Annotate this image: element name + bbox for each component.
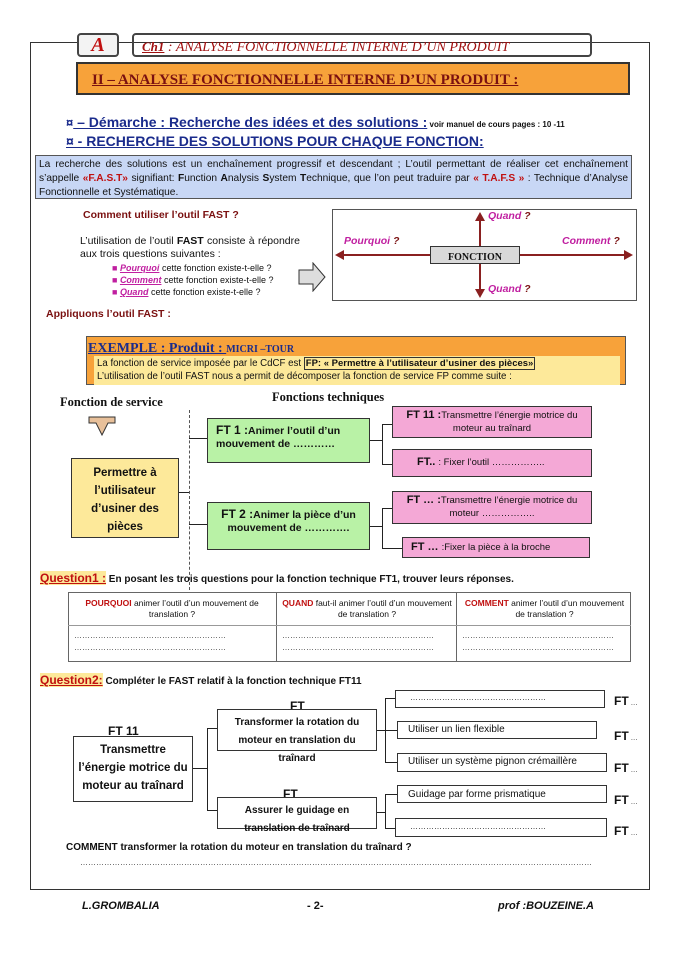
footer-right: prof :BOUZEINE.A xyxy=(498,900,594,912)
q1-header-text: faut-il animer l’outil d’un mouvement de translation ? xyxy=(313,598,452,619)
q1-kw: COMMENT xyxy=(464,598,509,608)
ft2-label: FT 2 : xyxy=(221,507,254,521)
example-title: EXEMPLE : Produit : xyxy=(88,341,227,356)
table-divider xyxy=(68,625,631,626)
connector xyxy=(382,548,402,549)
answer-dots: ………………………………………………… xyxy=(462,643,614,652)
ft21-text: Transmettre l’énergie motrice du moteur …………….. xyxy=(440,495,578,519)
leaf-dots: …………………………………………… xyxy=(410,822,546,831)
connector xyxy=(382,424,392,425)
howto-text-2: consiste à répondre aux trois questions suivantes : xyxy=(80,235,300,260)
chapter-letter-tab xyxy=(77,33,119,57)
answer-dots: ………………………………………………… xyxy=(282,631,434,640)
ft-right-label: FT xyxy=(614,824,629,838)
ft22-label: FT … xyxy=(411,541,442,553)
ft-right-label: FT xyxy=(614,729,629,743)
q1-header-text: animer l’outil d’un mouvement de translation ? xyxy=(508,598,625,619)
answer-dots: ………………………………………………… xyxy=(462,631,614,640)
q1-kw: POURQUOI xyxy=(85,598,132,608)
demarche-bullet: ¤ xyxy=(66,115,74,130)
chapter-label: Ch1 xyxy=(142,39,165,54)
q2-ft-r5 xyxy=(614,822,638,840)
howto-title: Comment utiliser l’outil FAST ? xyxy=(83,209,239,221)
ft1-box xyxy=(207,418,370,463)
connector xyxy=(382,508,392,509)
answer-dots: ………………………………………………… xyxy=(74,631,226,640)
q2-ft-b-label: FT xyxy=(283,787,298,801)
howto-paragraph xyxy=(80,235,300,261)
example-text-box xyxy=(94,356,620,385)
ft22-text: :Fixer la pièce à la broche xyxy=(441,542,551,553)
q2-ft-r3 xyxy=(614,759,638,777)
footer-page: - 2- xyxy=(307,900,324,912)
apply-title: Appliquons l’outil FAST : xyxy=(46,308,171,320)
ft1-text: Animer l’outil d’un mouvement de ………… xyxy=(216,425,341,450)
diagram-fonction-box xyxy=(430,246,520,264)
quand-top-label: Quand xyxy=(488,210,522,222)
comment-label: Comment xyxy=(562,235,611,247)
question1-label: Question1 : xyxy=(40,571,107,585)
intro-text-1: La recherche des solutions est un enchaînement progressif et descendant ; L’outil permettant de réaliser cet enchaînement s’appelle xyxy=(39,159,628,184)
intro-tafs: « T.A.F.S » xyxy=(473,173,525,184)
q2-ft-a-label: FT xyxy=(290,699,305,713)
q2-rot-box xyxy=(217,709,377,764)
intro-text-3: : Technique d’Analyse Fonctionnelle et Systématique. xyxy=(39,173,628,198)
howto-kw-quand: Quand xyxy=(119,287,149,297)
ft22-box xyxy=(402,537,590,558)
table-divider xyxy=(456,592,457,662)
ft12-label: FT.. xyxy=(417,456,439,468)
quand-bottom-label: Quand xyxy=(488,283,522,295)
ft21-box xyxy=(392,491,592,524)
howto-fast: FAST xyxy=(176,235,204,247)
answer-dots: ………………………………………………… xyxy=(282,643,434,652)
intro-echnique: echnique, que l’on peut traduire par xyxy=(306,173,474,184)
howto-kw-pourquoi: Pourquoi xyxy=(119,263,160,273)
ft12-text: : Fixer l’outil …………….. xyxy=(438,457,545,468)
connector xyxy=(385,828,395,829)
connector xyxy=(385,762,397,763)
leaf-dots: …………………………………………… xyxy=(410,693,546,702)
diagram-comment xyxy=(562,235,620,247)
connector xyxy=(207,728,217,729)
col-tech-heading: Fonctions techniques xyxy=(272,390,385,404)
ft21-label: FT … : xyxy=(406,494,441,506)
fonction-label: FONCTION xyxy=(448,252,502,263)
diagram-pourquoi xyxy=(344,235,399,247)
q1-header-comment xyxy=(462,598,627,620)
demarche-line xyxy=(66,114,565,132)
q1-header-quand xyxy=(282,598,452,620)
example-line1: La fonction de service imposée par le CdCF est xyxy=(97,358,304,369)
howto-kw-comment: Comment xyxy=(119,275,162,285)
q2-ft-r4 xyxy=(614,791,638,809)
intro-a: A xyxy=(220,173,228,184)
howto-list xyxy=(112,262,274,298)
howto-item: ■ Pourquoi cette fonction existe-t-elle ? xyxy=(112,263,272,273)
q1-header-pourquoi xyxy=(72,598,272,620)
q2-ft11-text: Transmettre l’énergie motrice du moteur au traînard xyxy=(78,744,188,792)
answer-dots: ………………………………………………… xyxy=(74,643,226,652)
leaf-text: Guidage par forme prismatique xyxy=(408,789,546,800)
qmark: ? xyxy=(610,235,620,247)
connector xyxy=(189,438,207,439)
intro-paragraph xyxy=(35,155,632,199)
ft-right-dots[interactable]: … xyxy=(628,735,638,742)
example-title-line xyxy=(88,339,294,357)
section-title: II – ANALYSE FONCTIONNELLE INTERNE D’UN PRODUIT : xyxy=(92,72,519,88)
question2-label: Question2: xyxy=(40,673,103,687)
ft-right-label: FT xyxy=(614,694,629,708)
ft12-box xyxy=(392,449,592,477)
ft-right-dots[interactable]: … xyxy=(628,700,638,707)
intro-f: F xyxy=(177,173,185,184)
question2-line xyxy=(40,671,362,689)
ft2-box xyxy=(207,502,370,550)
q1-answer-3[interactable] xyxy=(462,630,627,656)
ft1-label: FT 1 : xyxy=(216,423,248,437)
howto-item-text: cette fonction existe-t-elle ? xyxy=(148,287,261,297)
q2-guid-text: Assurer le guidage en translation de traînard xyxy=(244,805,350,834)
col-service-heading: Fonction de service xyxy=(60,395,163,409)
ft11-label: FT 11 : xyxy=(406,409,442,421)
connector xyxy=(377,730,385,731)
connector xyxy=(189,410,190,590)
connector xyxy=(385,698,395,699)
howto-item-text: cette fonction existe-t-elle ? xyxy=(159,263,272,273)
example-product: MICRI –TOUR xyxy=(226,344,295,355)
qmark: ? xyxy=(521,210,531,222)
howto-item-text: cette fonction existe-t-elle ? xyxy=(161,275,274,285)
footer-left: L.GROMBALIA xyxy=(82,900,160,912)
connector xyxy=(377,812,385,813)
chapter-letter: A xyxy=(91,34,105,56)
example-fp: FP: « Permettre à l’utilisateur d’usiner des pièces» xyxy=(305,358,534,369)
connector xyxy=(382,508,383,548)
q2-ft-r1 xyxy=(614,692,638,710)
demarche-note: voir manuel de cours pages : 10 -11 xyxy=(427,120,565,129)
intro-s: S xyxy=(262,173,270,184)
intro-unction: unction xyxy=(184,173,221,184)
question1-line xyxy=(40,569,514,587)
ft-right-dots[interactable]: … xyxy=(628,767,638,774)
intro-t: T xyxy=(299,173,307,184)
intro-text-2: signifiant: xyxy=(127,173,178,184)
ft11-box xyxy=(392,406,592,438)
ft-right-label: FT xyxy=(614,761,629,775)
ft-right-dots[interactable]: … xyxy=(628,799,638,806)
example-line2: L’utilisation de l’outil FAST nous a permit de décomposer la fonction de service FP comme suite : xyxy=(97,371,512,382)
ft-right-dots[interactable]: … xyxy=(628,830,638,837)
howto-text-1: L’utilisation de l’outil xyxy=(80,235,177,247)
q1-answer-2[interactable] xyxy=(282,630,452,656)
connector xyxy=(207,728,208,810)
connector xyxy=(370,440,382,441)
diagram-quand-bottom xyxy=(488,283,531,295)
howto-item: ■ Quand cette fonction existe-t-elle ? xyxy=(112,287,261,297)
connector xyxy=(382,464,392,465)
qmark: ? xyxy=(390,235,400,247)
connector xyxy=(179,492,189,493)
q2-leaf-5[interactable] xyxy=(395,818,607,837)
recherche-title: ¤ - RECHERCHE DES SOLUTIONS POUR CHAQUE FONCTION: xyxy=(66,133,484,149)
comment-question: COMMENT transformer la rotation du moteur en translation du traînard ? xyxy=(66,842,412,853)
qmark: ? xyxy=(521,283,531,295)
q1-answer-1[interactable] xyxy=(74,630,272,656)
q1-header-text: animer l’outil d’un mouvement de translation ? xyxy=(131,598,259,619)
intro-fast: «F.A.S.T» xyxy=(82,173,128,184)
q2-ft11-title: FT 11 xyxy=(108,724,139,738)
fs-box xyxy=(71,458,179,538)
leaf-text: Utiliser un lien flexible xyxy=(408,724,505,735)
ft-right-label: FT xyxy=(614,793,629,807)
connector xyxy=(370,526,382,527)
right-arrow-icon xyxy=(298,262,326,292)
comment-answer[interactable]: ………………………………………………………………………………………………………………………………………………………………………… xyxy=(80,858,592,867)
q2-leaf-2 xyxy=(397,721,597,739)
connector xyxy=(207,810,217,811)
connector xyxy=(382,424,383,464)
q1-kw: QUAND xyxy=(282,598,314,608)
down-arrow-icon xyxy=(88,416,116,436)
q2-leaf-4 xyxy=(397,785,607,803)
connector xyxy=(385,794,397,795)
diagram-quand-top xyxy=(488,210,531,222)
q2-ft-b-dots[interactable]: …… xyxy=(297,793,314,800)
leaf-text: Utiliser un système pignon crémaillère xyxy=(408,756,577,767)
q2-ft11-box xyxy=(73,736,193,802)
connector xyxy=(385,794,386,828)
connector xyxy=(193,768,207,769)
connector xyxy=(189,524,207,525)
section-title-box xyxy=(76,62,630,95)
pourquoi-label: Pourquoi xyxy=(344,235,391,247)
q2-ft-r2 xyxy=(614,727,638,745)
intro-nalysis: nalysis xyxy=(227,173,263,184)
ft2-text: Animer la pièce d’un mouvement de …………. xyxy=(227,509,356,534)
question1-text: En posant les trois questions pour la fonction technique FT1, trouver leurs réponses. xyxy=(106,574,514,585)
q2-rot-text: Transformer la rotation du moteur en translation du traînard xyxy=(234,717,360,764)
demarche-title: – Démarche : Recherche des idées et des solutions : xyxy=(73,114,428,130)
intro-ystem: ystem xyxy=(269,173,300,184)
ft11-text: Transmettre l’énergie motrice du moteur au traînard xyxy=(441,410,578,434)
q2-guid-box xyxy=(217,797,377,834)
q2-leaf-1[interactable] xyxy=(395,690,605,708)
chapter-title: : ANALYSE FONCTIONNELLE INTERNE D’UN PRODUIT xyxy=(164,40,510,55)
connector xyxy=(385,730,397,731)
q2-leaf-3 xyxy=(397,753,607,772)
table-divider xyxy=(276,592,277,662)
fs-text: Permettre à l’utilisateur d’usiner des pièces xyxy=(91,467,159,533)
howto-item: ■ Comment cette fonction existe-t-elle ? xyxy=(112,275,274,285)
question2-text: Compléter le FAST relatif à la fonction technique FT11 xyxy=(102,676,362,687)
chapter-title-tab xyxy=(132,33,592,57)
q2-ft-a-dots[interactable]: …… xyxy=(304,705,321,712)
